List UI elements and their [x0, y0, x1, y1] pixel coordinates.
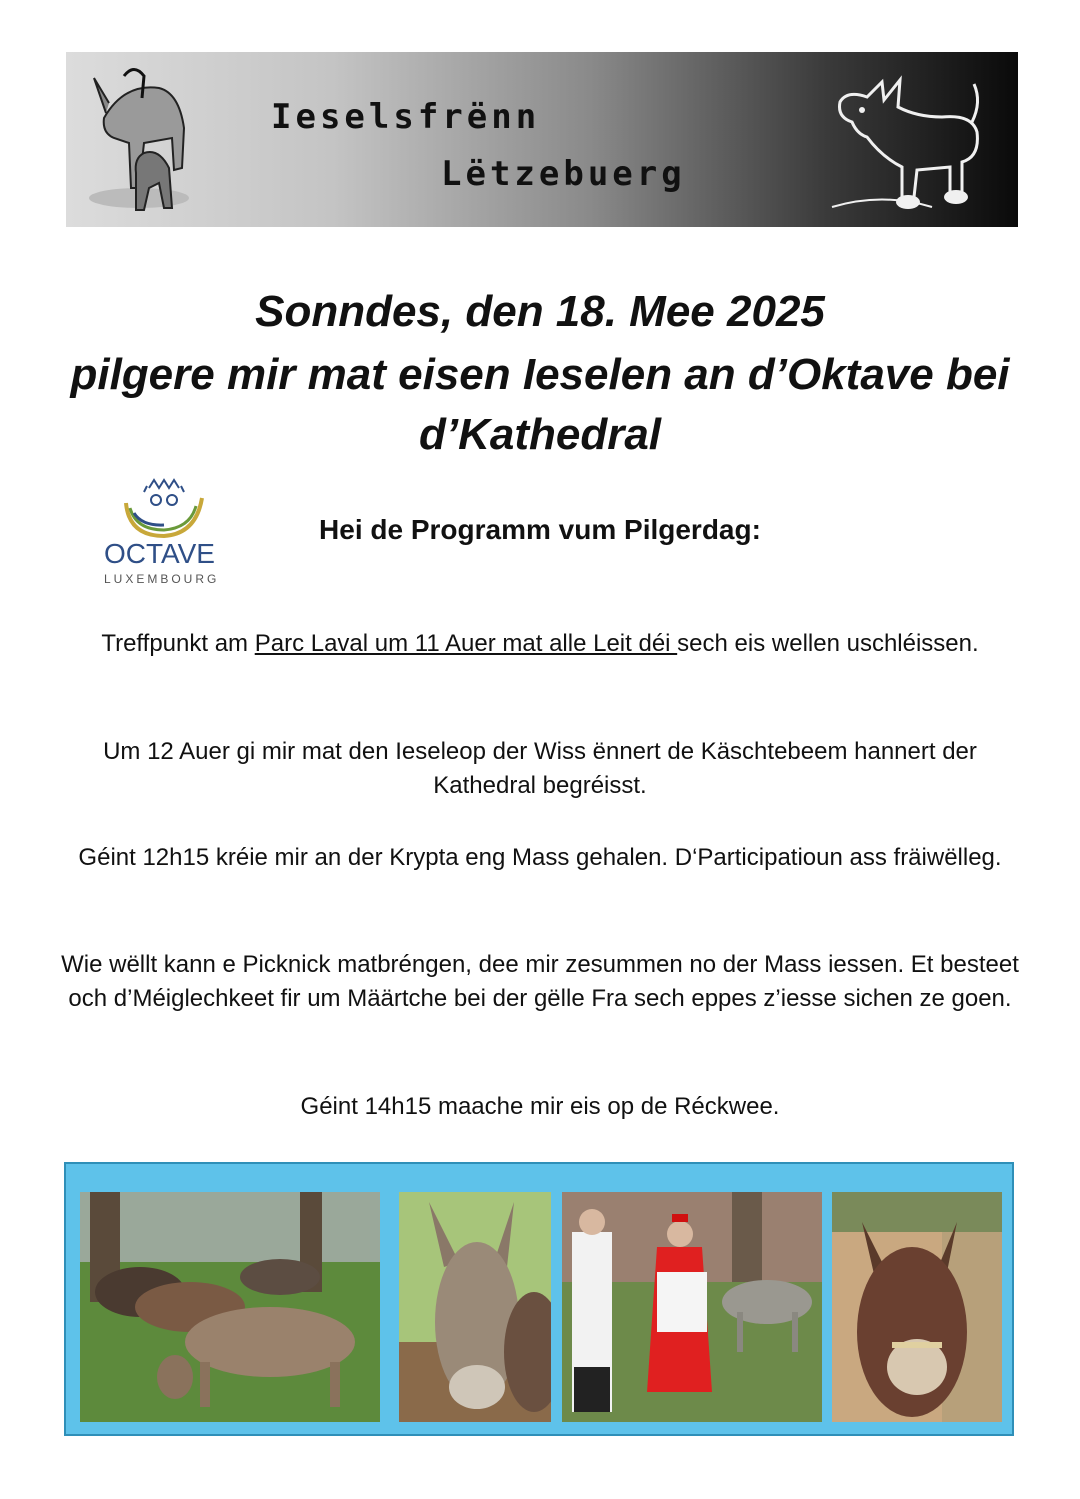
- photo-blessing-ceremony: [562, 1192, 822, 1422]
- photo-donkey-halter: [832, 1192, 1002, 1422]
- octave-logo-name: OCTAVE: [104, 538, 215, 569]
- meeting-text-after: sech eis wellen uschléissen.: [677, 630, 979, 657]
- headline-date: Sonndes, den 18. Mee 2025: [255, 287, 825, 336]
- program-paragraph-picnic: Wie wëllt kann e Picknick matbréngen, dee mir zesummen no der Mass iessen. Et besteet och d’Méiglechkeet fir um Määrtche bei der gëlle Fra sech eppes z’iesse sichen ze goen.: [61, 951, 1019, 1012]
- header-title-line2: Lëtzebuerg: [441, 154, 686, 194]
- program-paragraph-mass: Géint 12h15 kréie mir an der Krypta eng Mass gehalen. D‘Participatioun ass fräiwëlleg.: [78, 844, 1002, 871]
- header-banner: [66, 52, 1018, 227]
- meeting-location-underlined: Parc Laval um 11 Auer mat alle Leit déi: [254, 630, 678, 657]
- program-paragraph-welcome: Um 12 Auer gi mir mat den Ieseleop der Wiss ënnert de Käschtebeem hannert der Kathedral begréisst.: [103, 738, 977, 799]
- photo-strip: [64, 1162, 1014, 1436]
- meeting-text-before: Treffpunkt am: [101, 630, 255, 657]
- header-title-line1: Ieselsfrënn: [271, 97, 541, 137]
- headline-line3: d’Kathedral: [418, 410, 662, 459]
- donkeys-sketch-left: [84, 58, 204, 223]
- photo-donkey-portrait: [399, 1192, 551, 1422]
- program-title: Hei de Programm vum Pilgerdag:: [319, 514, 761, 545]
- octave-logo-subtitle: LUXEMBOURG: [104, 572, 220, 586]
- program-paragraph-meeting-point: [60, 627, 1020, 661]
- cartoon-donkey-right: [822, 62, 992, 217]
- photo-donkeys-grazing: [80, 1192, 380, 1422]
- program-paragraph-return: Géint 14h15 maache mir eis op de Réckwee.: [300, 1093, 780, 1120]
- headline-line2: pilgere mir mat eisen Ieselen an d’Oktave bei: [70, 350, 1010, 399]
